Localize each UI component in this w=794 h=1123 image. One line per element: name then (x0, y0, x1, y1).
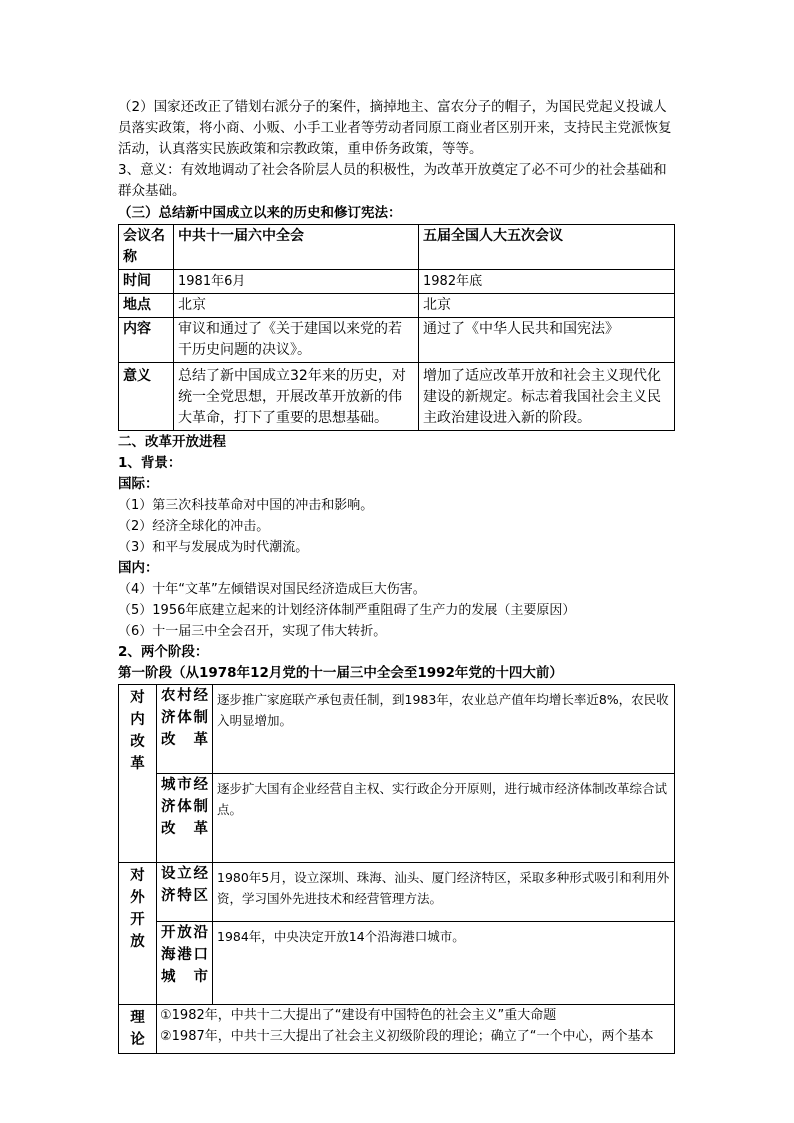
table-cell: 逐步推广家庭联产承包责任制，到1983年，农业总产值年均增长率近8%，农民收入明显增加。 (213, 685, 675, 774)
list-item: （2）经济全球化的冲击。 (118, 519, 270, 534)
open-label (121, 865, 154, 953)
category-char: 对 (130, 690, 145, 706)
table-cell (157, 1005, 675, 1054)
table-cell: 北京 (174, 294, 419, 318)
table-row (119, 685, 675, 774)
table-header: 会议名称 (119, 225, 174, 270)
category-char: 理 (130, 1010, 145, 1026)
background-heading: 1、背景： (118, 455, 182, 471)
table-row (119, 318, 675, 363)
table-cell: 地点 (119, 294, 174, 318)
table-header: 五届全国人大五次会议 (419, 225, 675, 270)
table-row (119, 270, 675, 294)
paragraph-significance: 3、意义：有效地调动了社会各阶层人员的积极性，为改革开放奠定了必不可少的社会基础和群众基础。 (118, 162, 667, 199)
table-cell: 1982年底 (419, 270, 675, 294)
meetings-table (118, 224, 675, 431)
table-cell: 时间 (119, 270, 174, 294)
subcategory-cell: 城市经济体制改革 (157, 774, 213, 863)
table-row (119, 774, 675, 863)
category-char: 放 (130, 934, 145, 950)
theory-label (121, 1007, 154, 1051)
table-row (119, 922, 675, 1005)
table-cell: 内容 (119, 318, 174, 363)
table-header: 中共十一届六中全会 (174, 225, 419, 270)
table-row (119, 294, 675, 318)
category-char: 对 (130, 868, 145, 884)
subcategory-cell: 开放沿海港口城市 (157, 922, 213, 1005)
document-page (118, 0, 676, 1054)
table-row (119, 225, 675, 270)
table-row (119, 863, 675, 922)
stage1-heading: 第一阶段（从1978年12月党的十一届三中全会至1992年党的十四大前） (118, 665, 563, 681)
table-cell: 通过了《中华人民共和国宪法》 (419, 318, 675, 363)
paragraph-policy: （2）国家还改正了错划右派分子的案件，摘掉地主、富农分子的帽子，为国民党起义投诚人员落实政策，将小商、小贩、小手工业者等劳动者同原工商业者区别开来，支持民主党派恢复活动，认真落实民族政策和宗教政策，重申侨务政策，等等。 (118, 99, 672, 157)
theory-line: ②1987年，中共十三大提出了社会主义初级阶段的理论；确立了“一个中心，两个基本 (160, 1029, 654, 1044)
table-cell: 1984年，中央决定开放14个沿海港口城市。 (213, 922, 675, 1005)
reform-label (121, 687, 154, 775)
domestic-heading: 国内： (118, 560, 159, 576)
subcategory-cell: 农村经济体制改革 (157, 685, 213, 774)
category-cell (119, 1005, 157, 1054)
table-cell: 1981年6月 (174, 270, 419, 294)
table-cell: 意义 (119, 363, 174, 431)
list-item: （1）第三次科技革命对中国的冲击和影响。 (118, 498, 374, 513)
category-char: 内 (130, 712, 145, 728)
category-char: 论 (130, 1032, 145, 1048)
subcategory-cell: 设立经济特区 (157, 863, 213, 922)
category-cell (119, 863, 157, 1005)
table-cell: 总结了新中国成立32年来的历史，对统一全党思想，开展改革开放新的伟大革命，打下了重要的思想基础。 (174, 363, 419, 431)
list-item: （3）和平与发展成为时代潮流。 (118, 540, 309, 555)
table-row (119, 363, 675, 431)
table-cell: 审议和通过了《关于建国以来党的若干历史问题的决议》。 (174, 318, 419, 363)
table-cell: 1980年5月，设立深圳、珠海、汕头、厦门经济特区，采取多种形式吸引和利用外资，学习国外先进技术和经营管理方法。 (213, 863, 675, 922)
stages-heading: 2、两个阶段： (118, 644, 209, 660)
table-cell: 北京 (419, 294, 675, 318)
international-heading: 国际： (118, 476, 159, 492)
table-cell: 增加了适应改革开放和社会主义现代化建设的新规定。标志着我国社会主义民主政治建设进入新的阶段。 (419, 363, 675, 431)
category-cell (119, 685, 157, 863)
list-item: （5）1956年底建立起来的计划经济体制严重阻碍了生产力的发展（主要原因） (118, 603, 576, 618)
heading-history-constitution: （三）总结新中国成立以来的历史和修订宪法： (118, 205, 402, 221)
section-title: 二、改革开放进程 (118, 434, 226, 450)
category-char: 革 (130, 756, 145, 772)
table-row (119, 1005, 675, 1054)
reform-table (118, 684, 675, 1054)
category-char: 改 (130, 734, 145, 750)
category-char: 外 (130, 890, 145, 906)
category-char: 开 (130, 912, 145, 928)
list-item: （4）十年“文革”左倾错误对国民经济造成巨大伤害。 (118, 582, 426, 597)
theory-line: ①1982年，中共十二大提出了“建设有中国特色的社会主义”重大命题 (160, 1008, 557, 1023)
table-cell: 逐步扩大国有企业经营自主权、实行政企分开原则，进行城市经济体制改革综合试点。 (213, 774, 675, 863)
list-item: （6）十一届三中全会召开，实现了伟大转折。 (118, 624, 387, 639)
